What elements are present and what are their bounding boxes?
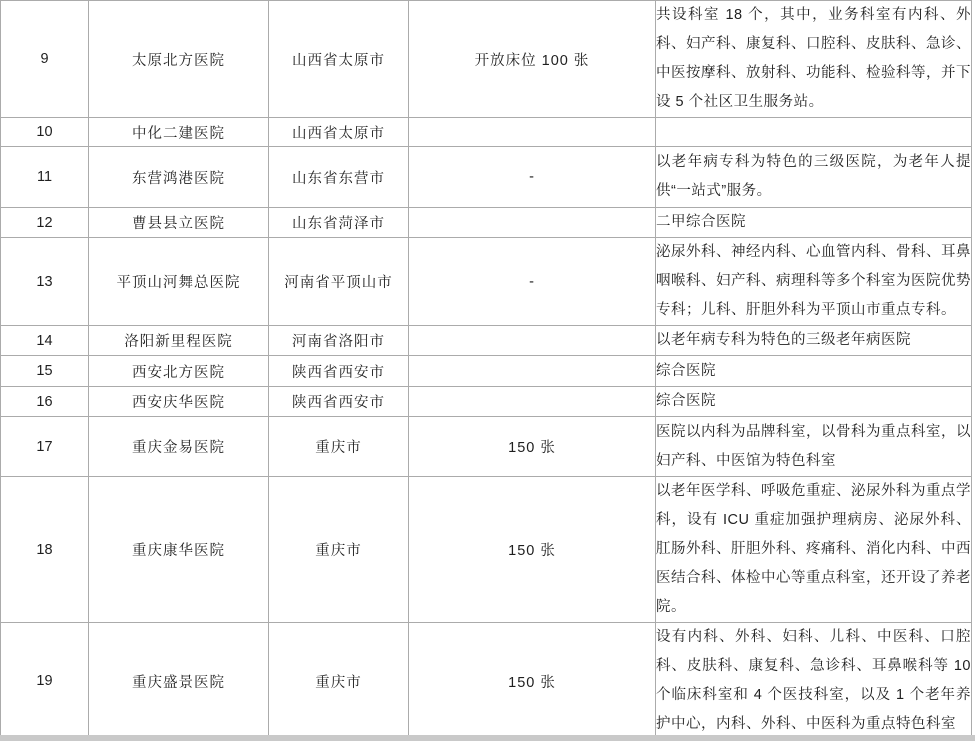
cell-location: 河南省平顶山市 bbox=[269, 238, 409, 326]
cell-row-number: 13 bbox=[1, 238, 89, 326]
cell-description: 以老年医学科、呼吸危重症、泌尿外科为重点学科，设有 ICU 重症加强护理病房、泌尿外科、肛肠外科、肝胆外科、疼痛科、消化内科、中西医结合科、体检中心等重点科室，还开设了养老院。 bbox=[656, 477, 972, 623]
cell-location: 山东省菏泽市 bbox=[269, 208, 409, 238]
table-row bbox=[1, 1, 972, 118]
table-row bbox=[1, 238, 972, 326]
cell-location: 河南省洛阳市 bbox=[269, 326, 409, 356]
cell-row-number: 15 bbox=[1, 356, 89, 387]
cell-hospital-name: 曹县县立医院 bbox=[89, 208, 269, 238]
cell-location: 重庆市 bbox=[269, 623, 409, 740]
cell-beds: 150 张 bbox=[409, 623, 656, 740]
cell-hospital-name: 西安北方医院 bbox=[89, 356, 269, 387]
cell-beds bbox=[409, 356, 656, 387]
table-row bbox=[1, 623, 972, 740]
cell-beds bbox=[409, 118, 656, 147]
table-row bbox=[1, 417, 972, 477]
table-row bbox=[1, 326, 972, 356]
table-row bbox=[1, 118, 972, 147]
cell-description: 医院以内科为品牌科室，以骨科为重点科室，以妇产科、中医馆为特色科室 bbox=[656, 417, 972, 477]
cell-description: 泌尿外科、神经内科、心血管内科、骨科、耳鼻咽喉科、妇产科、病理科等多个科室为医院优势专科；儿科、肝胆外科为平顶山市重点专科。 bbox=[656, 238, 972, 326]
table-row bbox=[1, 387, 972, 417]
cell-hospital-name: 中化二建医院 bbox=[89, 118, 269, 147]
table-row bbox=[1, 477, 972, 623]
cell-description: 二甲综合医院 bbox=[656, 208, 972, 238]
cell-hospital-name: 西安庆华医院 bbox=[89, 387, 269, 417]
table-row bbox=[1, 356, 972, 387]
cell-description: 共设科室 18 个，其中，业务科室有内科、外科、妇产科、康复科、口腔科、皮肤科、急诊、中医按摩科、放射科、功能科、检验科等，并下设 5 个社区卫生服务站。 bbox=[656, 1, 972, 118]
cell-row-number: 11 bbox=[1, 147, 89, 208]
table-row bbox=[1, 208, 972, 238]
table-row bbox=[1, 147, 972, 208]
cell-beds: - bbox=[409, 147, 656, 208]
cell-hospital-name: 洛阳新里程医院 bbox=[89, 326, 269, 356]
cell-description bbox=[656, 118, 972, 147]
cell-description: 综合医院 bbox=[656, 387, 972, 417]
cell-beds bbox=[409, 387, 656, 417]
cell-hospital-name: 重庆康华医院 bbox=[89, 477, 269, 623]
cell-beds: 150 张 bbox=[409, 477, 656, 623]
cell-row-number: 17 bbox=[1, 417, 89, 477]
cell-beds bbox=[409, 326, 656, 356]
cell-description: 以老年病专科为特色的三级老年病医院 bbox=[656, 326, 972, 356]
cell-row-number: 10 bbox=[1, 118, 89, 147]
cell-location: 陕西省西安市 bbox=[269, 356, 409, 387]
cell-description: 以老年病专科为特色的三级医院，为老年人提供“一站式”服务。 bbox=[656, 147, 972, 208]
cell-location: 山东省东营市 bbox=[269, 147, 409, 208]
cell-hospital-name: 重庆金易医院 bbox=[89, 417, 269, 477]
cell-row-number: 16 bbox=[1, 387, 89, 417]
window-bottom-edge bbox=[0, 735, 975, 741]
cell-hospital-name: 平顶山河舞总医院 bbox=[89, 238, 269, 326]
cell-beds: - bbox=[409, 238, 656, 326]
cell-description: 综合医院 bbox=[656, 356, 972, 387]
cell-location: 重庆市 bbox=[269, 417, 409, 477]
cell-hospital-name: 重庆盛景医院 bbox=[89, 623, 269, 740]
cell-location: 山西省太原市 bbox=[269, 118, 409, 147]
cell-row-number: 12 bbox=[1, 208, 89, 238]
cell-hospital-name: 太原北方医院 bbox=[89, 1, 269, 118]
cell-row-number: 14 bbox=[1, 326, 89, 356]
cell-beds bbox=[409, 208, 656, 238]
cell-row-number: 18 bbox=[1, 477, 89, 623]
cell-row-number: 9 bbox=[1, 1, 89, 118]
cell-location: 重庆市 bbox=[269, 477, 409, 623]
cell-beds: 开放床位 100 张 bbox=[409, 1, 656, 118]
cell-location: 陕西省西安市 bbox=[269, 387, 409, 417]
cell-hospital-name: 东营鸿港医院 bbox=[89, 147, 269, 208]
cell-description: 设有内科、外科、妇科、儿科、中医科、口腔科、皮肤科、康复科、急诊科、耳鼻喉科等 10 个临床科室和 4 个医技科室，以及 1 个老年养护中心，内科、外科、中医科为重点特色科室 bbox=[656, 623, 972, 740]
cell-beds: 150 张 bbox=[409, 417, 656, 477]
cell-row-number: 19 bbox=[1, 623, 89, 740]
cell-location: 山西省太原市 bbox=[269, 1, 409, 118]
